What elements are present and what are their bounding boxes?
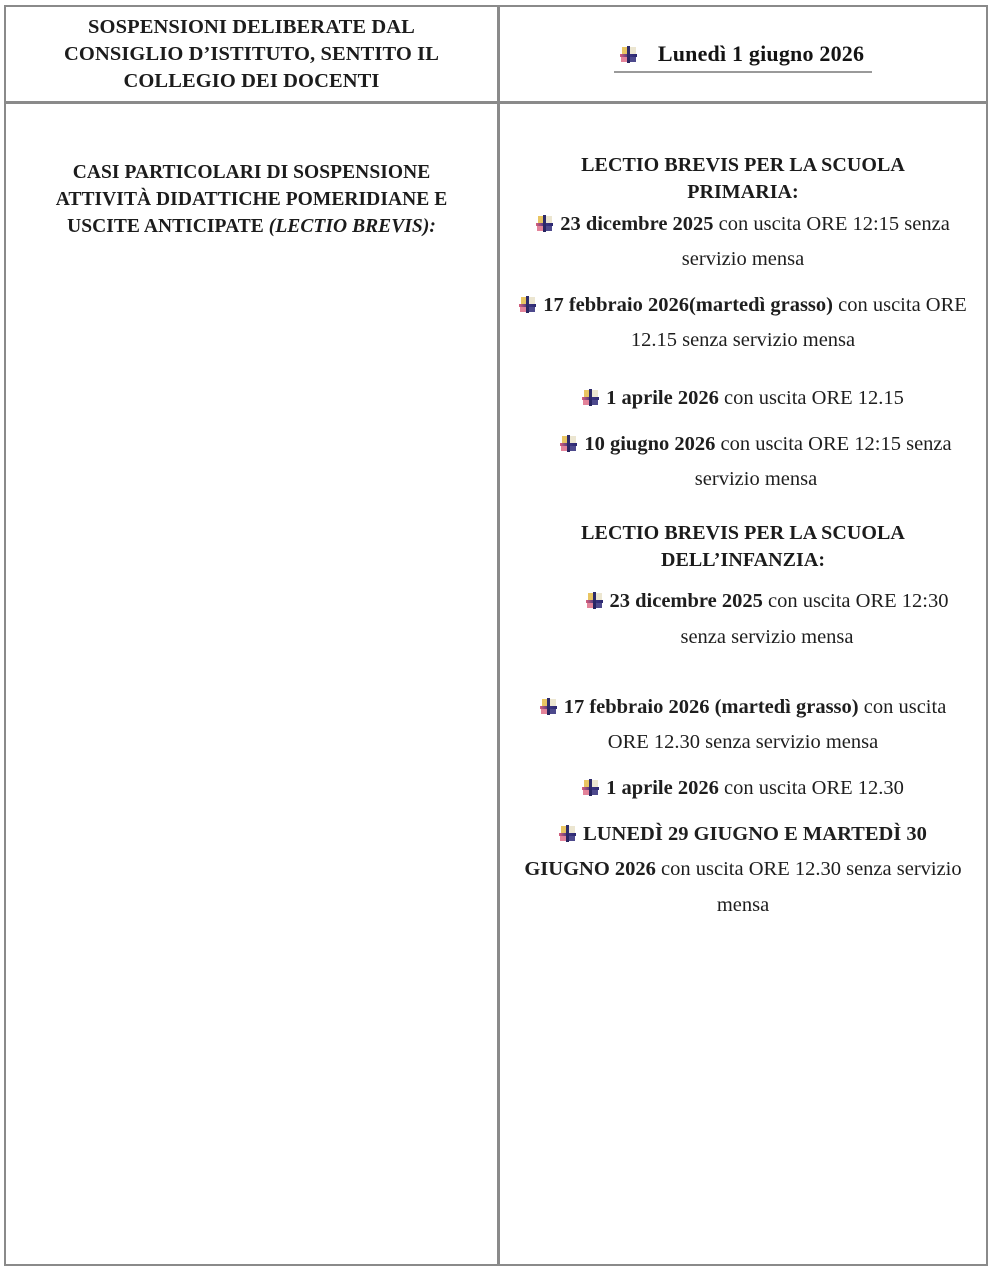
multicolor-cross-bullet-icon — [559, 825, 576, 842]
list-item — [518, 427, 968, 498]
item-detail: con uscita ORE 12.15 senza servizio mensa — [630, 293, 967, 352]
multicolor-cross-bullet-icon — [586, 592, 603, 609]
list-item — [518, 207, 968, 278]
header-cell-left — [6, 7, 500, 101]
multicolor-cross-bullet-icon — [540, 698, 557, 715]
header-title-line-2: CONSIGLIO D’ISTITUTO, SENTITO IL — [64, 43, 439, 66]
item-date: 10 giugno 2026 — [584, 432, 716, 455]
header-date-text: Lunedì 1 giugno 2026 — [657, 41, 865, 67]
list-item — [518, 690, 968, 761]
table-header-row — [6, 7, 986, 104]
left-cell-title-plain: USCITE ANTICIPATE — [67, 215, 269, 237]
section-heading-primaria-line-2: PRIMARIA: — [687, 181, 799, 204]
suspensions-table — [4, 5, 988, 1266]
header-date-wrapper — [500, 7, 986, 101]
item-date: 23 dicembre 2025 — [609, 590, 763, 613]
left-cell-title-line-1: CASI PARTICOLARI DI SOSPENSIONE — [72, 162, 431, 184]
list-item — [518, 817, 968, 924]
item-detail: con uscita ORE 12:15 senza servizio mensa — [681, 212, 950, 271]
header-title-line-3: COLLEGIO DEI DOCENTI — [123, 70, 380, 93]
lectio-brevis-list — [500, 104, 986, 934]
header-date-underlined-group — [614, 41, 872, 73]
left-cell-title-italic: (LECTIO BREVIS): — [268, 215, 436, 237]
header-title-line-1: SOSPENSIONI DELIBERATE DAL — [88, 16, 415, 38]
section-heading-infanzia-line-2: DELL’INFANZIA: — [660, 549, 826, 572]
left-cell-title-line-2: ATTIVITÀ DIDATTICHE POMERIDIANE E — [55, 189, 448, 211]
section-heading-infanzia-line-1: LECTIO BREVIS PER LA SCUOLA — [581, 522, 905, 545]
multicolor-cross-bullet-icon — [560, 435, 577, 452]
item-date: 1 aprile 2026 — [606, 387, 719, 410]
header-title-left — [6, 7, 497, 101]
item-date: 1 aprile 2026 — [606, 777, 719, 800]
body-cell-right — [500, 104, 986, 1264]
left-cell-title — [6, 104, 497, 241]
section-heading-infanzia — [518, 520, 968, 574]
list-item — [518, 584, 968, 655]
header-cell-right — [500, 7, 986, 101]
table-body-row — [6, 104, 986, 1264]
list-item — [518, 381, 968, 417]
list-item — [518, 771, 968, 807]
section-heading-primaria — [518, 152, 968, 206]
section-heading-primaria-line-1: LECTIO BREVIS PER LA SCUOLA — [581, 154, 905, 177]
item-detail: con uscita ORE 12.30 — [718, 777, 904, 800]
multicolor-cross-bullet-icon — [536, 215, 553, 232]
list-item — [518, 288, 968, 359]
multicolor-cross-bullet-icon — [582, 389, 599, 406]
item-date: 23 dicembre 2025 — [560, 212, 714, 235]
multicolor-cross-bullet-icon — [519, 296, 536, 313]
item-date: 17 febbraio 2026(martedì grasso) — [543, 293, 833, 316]
multicolor-cross-bullet-icon — [620, 46, 637, 63]
item-detail: con uscita ORE 12.15 — [718, 387, 904, 410]
body-cell-left — [6, 104, 500, 1264]
item-detail: con uscita ORE 12.30 senza servizio mensa — [655, 858, 962, 917]
item-detail: con uscita ORE 12:15 senza servizio mensa — [694, 432, 952, 491]
item-detail: con uscita ORE 12:30 senza servizio mensa — [680, 590, 949, 649]
multicolor-cross-bullet-icon — [582, 779, 599, 796]
item-date: 17 febbraio 2026 (martedì grasso) — [563, 695, 859, 718]
item-detail: con uscita ORE 12.30 senza servizio mensa — [607, 695, 947, 754]
item-date: LUNEDÌ 29 GIUGNO E MARTEDÌ 30 GIUGNO 2026 — [524, 822, 927, 881]
left-cell-title-line-3 — [32, 214, 471, 241]
